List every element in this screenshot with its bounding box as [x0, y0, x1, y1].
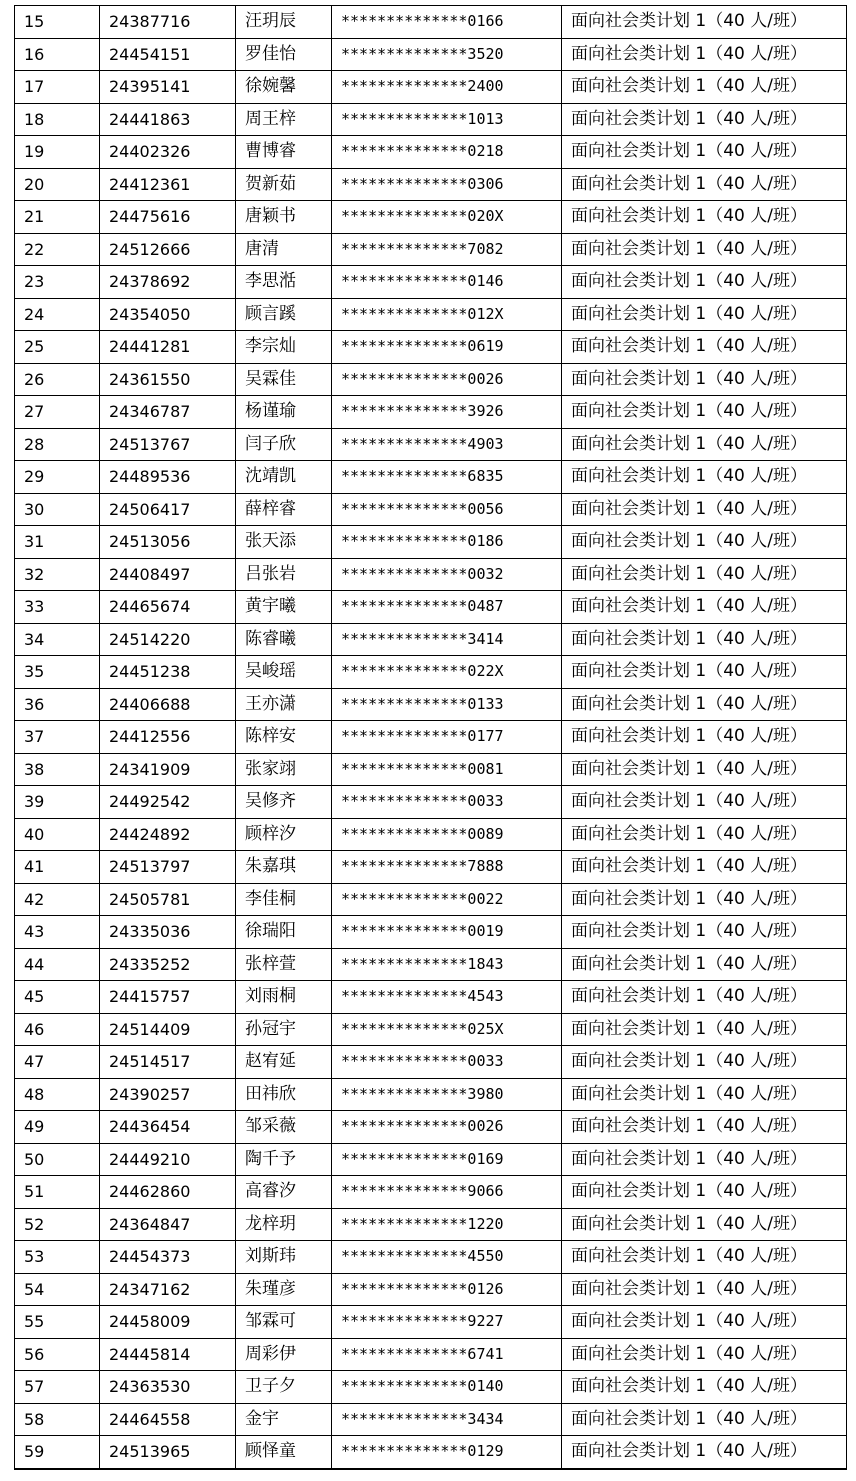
student-id: 24390257 — [100, 1078, 236, 1111]
student-id: 24424892 — [100, 818, 236, 851]
table-row — [15, 981, 847, 1014]
row-number: 51 — [15, 1176, 100, 1209]
masked-id-card: **************0186 — [332, 526, 562, 559]
student-name: 王亦潇 — [236, 688, 332, 721]
enrollment-plan: 面向社会类计划 1（40 人/班） — [562, 168, 847, 201]
masked-id-card: **************0218 — [332, 136, 562, 169]
masked-id-card: **************0126 — [332, 1273, 562, 1306]
enrollment-plan: 面向社会类计划 1（40 人/班） — [562, 753, 847, 786]
enrollment-plan: 面向社会类计划 1（40 人/班） — [562, 1208, 847, 1241]
masked-id-card: **************4903 — [332, 428, 562, 461]
enrollment-plan: 面向社会类计划 1（40 人/班） — [562, 1403, 847, 1436]
masked-id-card: **************0169 — [332, 1143, 562, 1176]
student-id: 24454151 — [100, 38, 236, 71]
student-id: 24445814 — [100, 1338, 236, 1371]
enrollment-plan: 面向社会类计划 1（40 人/班） — [562, 981, 847, 1014]
student-id: 24415757 — [100, 981, 236, 1014]
table-row — [15, 526, 847, 559]
student-name: 周王梓 — [236, 103, 332, 136]
masked-id-card: **************0146 — [332, 266, 562, 299]
student-name: 李佳桐 — [236, 883, 332, 916]
table-row — [15, 298, 847, 331]
masked-id-card: **************0033 — [332, 786, 562, 819]
row-number: 54 — [15, 1273, 100, 1306]
row-number: 38 — [15, 753, 100, 786]
student-id: 24462860 — [100, 1176, 236, 1209]
student-id: 24335252 — [100, 948, 236, 981]
student-id: 24492542 — [100, 786, 236, 819]
table-row — [15, 1403, 847, 1436]
masked-id-card: **************0166 — [332, 6, 562, 39]
student-name: 沈靖凯 — [236, 461, 332, 494]
student-id: 24335036 — [100, 916, 236, 949]
student-id: 24514409 — [100, 1013, 236, 1046]
table-row — [15, 201, 847, 234]
student-name: 杨谨瑜 — [236, 396, 332, 429]
student-name: 唐清 — [236, 233, 332, 266]
enrollment-plan: 面向社会类计划 1（40 人/班） — [562, 1306, 847, 1339]
row-number: 35 — [15, 656, 100, 689]
table-row — [15, 168, 847, 201]
masked-id-card: **************4543 — [332, 981, 562, 1014]
row-number: 15 — [15, 6, 100, 39]
student-name: 朱瑾彦 — [236, 1273, 332, 1306]
row-number: 24 — [15, 298, 100, 331]
roster-sheet — [14, 5, 846, 1470]
enrollment-plan: 面向社会类计划 1（40 人/班） — [562, 688, 847, 721]
student-id: 24512666 — [100, 233, 236, 266]
enrollment-plan: 面向社会类计划 1（40 人/班） — [562, 1371, 847, 1404]
row-number: 52 — [15, 1208, 100, 1241]
table-row — [15, 818, 847, 851]
masked-id-card: **************0306 — [332, 168, 562, 201]
table-row — [15, 233, 847, 266]
student-name: 孙冠宇 — [236, 1013, 332, 1046]
row-number: 22 — [15, 233, 100, 266]
enrollment-plan: 面向社会类计划 1（40 人/班） — [562, 1046, 847, 1079]
table-row — [15, 461, 847, 494]
student-name: 赵宥延 — [236, 1046, 332, 1079]
student-name: 顾梓汐 — [236, 818, 332, 851]
enrollment-plan: 面向社会类计划 1（40 人/班） — [562, 623, 847, 656]
table-row — [15, 103, 847, 136]
student-id: 24475616 — [100, 201, 236, 234]
row-number: 34 — [15, 623, 100, 656]
student-id: 24513965 — [100, 1436, 236, 1469]
row-number: 49 — [15, 1111, 100, 1144]
enrollment-plan: 面向社会类计划 1（40 人/班） — [562, 136, 847, 169]
enrollment-plan: 面向社会类计划 1（40 人/班） — [562, 201, 847, 234]
masked-id-card: **************9227 — [332, 1306, 562, 1339]
student-id: 24441863 — [100, 103, 236, 136]
enrollment-plan: 面向社会类计划 1（40 人/班） — [562, 298, 847, 331]
student-name: 李思湉 — [236, 266, 332, 299]
masked-id-card: **************0026 — [332, 363, 562, 396]
enrollment-plan: 面向社会类计划 1（40 人/班） — [562, 331, 847, 364]
table-row — [15, 6, 847, 39]
table-row — [15, 1371, 847, 1404]
masked-id-card: **************1220 — [332, 1208, 562, 1241]
masked-id-card: **************0140 — [332, 1371, 562, 1404]
table-row — [15, 1176, 847, 1209]
student-name: 李宗灿 — [236, 331, 332, 364]
student-id: 24513767 — [100, 428, 236, 461]
row-number: 58 — [15, 1403, 100, 1436]
masked-id-card: **************0133 — [332, 688, 562, 721]
table-row — [15, 1013, 847, 1046]
row-number: 23 — [15, 266, 100, 299]
masked-id-card: **************0033 — [332, 1046, 562, 1079]
student-id: 24402326 — [100, 136, 236, 169]
row-number: 53 — [15, 1241, 100, 1274]
row-number: 18 — [15, 103, 100, 136]
row-number: 57 — [15, 1371, 100, 1404]
row-number: 46 — [15, 1013, 100, 1046]
table-row — [15, 786, 847, 819]
student-name: 顾言蹊 — [236, 298, 332, 331]
table-row — [15, 1306, 847, 1339]
row-number: 50 — [15, 1143, 100, 1176]
student-id: 24412361 — [100, 168, 236, 201]
masked-id-card: **************0177 — [332, 721, 562, 754]
student-name: 贺新茹 — [236, 168, 332, 201]
masked-id-card: **************3980 — [332, 1078, 562, 1111]
row-number: 27 — [15, 396, 100, 429]
row-number: 59 — [15, 1436, 100, 1469]
student-id: 24346787 — [100, 396, 236, 429]
student-id: 24364847 — [100, 1208, 236, 1241]
student-name: 陶千予 — [236, 1143, 332, 1176]
student-name: 黄宇曦 — [236, 591, 332, 624]
student-id: 24378692 — [100, 266, 236, 299]
student-name: 汪玥辰 — [236, 6, 332, 39]
row-number: 26 — [15, 363, 100, 396]
enrollment-plan: 面向社会类计划 1（40 人/班） — [562, 948, 847, 981]
student-name: 张梓萱 — [236, 948, 332, 981]
masked-id-card: **************0056 — [332, 493, 562, 526]
student-name: 罗佳怡 — [236, 38, 332, 71]
enrollment-plan: 面向社会类计划 1（40 人/班） — [562, 1111, 847, 1144]
enrollment-plan: 面向社会类计划 1（40 人/班） — [562, 818, 847, 851]
table-row — [15, 948, 847, 981]
student-name: 高睿汐 — [236, 1176, 332, 1209]
masked-id-card: **************0032 — [332, 558, 562, 591]
student-name: 陈睿曦 — [236, 623, 332, 656]
table-row — [15, 266, 847, 299]
enrollment-plan: 面向社会类计划 1（40 人/班） — [562, 1143, 847, 1176]
row-number: 37 — [15, 721, 100, 754]
enrollment-plan: 面向社会类计划 1（40 人/班） — [562, 396, 847, 429]
student-name: 陈梓安 — [236, 721, 332, 754]
student-name: 邹采薇 — [236, 1111, 332, 1144]
student-id: 24514517 — [100, 1046, 236, 1079]
table-row — [15, 1078, 847, 1111]
table-row — [15, 1338, 847, 1371]
student-name: 闫子欣 — [236, 428, 332, 461]
row-number: 21 — [15, 201, 100, 234]
student-id: 24341909 — [100, 753, 236, 786]
table-row — [15, 136, 847, 169]
masked-id-card: **************1013 — [332, 103, 562, 136]
masked-id-card: **************0026 — [332, 1111, 562, 1144]
table-row — [15, 38, 847, 71]
roster-body — [15, 6, 847, 1469]
student-name: 龙梓玥 — [236, 1208, 332, 1241]
row-number: 36 — [15, 688, 100, 721]
row-number: 32 — [15, 558, 100, 591]
student-id: 24363530 — [100, 1371, 236, 1404]
enrollment-plan: 面向社会类计划 1（40 人/班） — [562, 6, 847, 39]
enrollment-plan: 面向社会类计划 1（40 人/班） — [562, 1013, 847, 1046]
student-name: 吴修齐 — [236, 786, 332, 819]
enrollment-plan: 面向社会类计划 1（40 人/班） — [562, 883, 847, 916]
row-number: 30 — [15, 493, 100, 526]
student-name: 张家翊 — [236, 753, 332, 786]
student-id: 24449210 — [100, 1143, 236, 1176]
enrollment-plan: 面向社会类计划 1（40 人/班） — [562, 851, 847, 884]
enrollment-plan: 面向社会类计划 1（40 人/班） — [562, 1436, 847, 1469]
masked-id-card: **************9066 — [332, 1176, 562, 1209]
masked-id-card: **************0022 — [332, 883, 562, 916]
enrollment-plan: 面向社会类计划 1（40 人/班） — [562, 721, 847, 754]
enrollment-plan: 面向社会类计划 1（40 人/班） — [562, 428, 847, 461]
table-row — [15, 1241, 847, 1274]
student-name: 吴霖佳 — [236, 363, 332, 396]
masked-id-card: **************0619 — [332, 331, 562, 364]
enrollment-plan: 面向社会类计划 1（40 人/班） — [562, 363, 847, 396]
masked-id-card: **************7888 — [332, 851, 562, 884]
student-id: 24514220 — [100, 623, 236, 656]
student-name: 顾怿童 — [236, 1436, 332, 1469]
student-id: 24354050 — [100, 298, 236, 331]
student-name: 刘雨桐 — [236, 981, 332, 1014]
enrollment-plan: 面向社会类计划 1（40 人/班） — [562, 1241, 847, 1274]
enrollment-plan: 面向社会类计划 1（40 人/班） — [562, 266, 847, 299]
table-row — [15, 721, 847, 754]
table-row — [15, 1111, 847, 1144]
student-name: 曹博睿 — [236, 136, 332, 169]
table-row — [15, 916, 847, 949]
student-name: 卫子夕 — [236, 1371, 332, 1404]
student-name: 田祎欣 — [236, 1078, 332, 1111]
student-id: 24347162 — [100, 1273, 236, 1306]
table-row — [15, 883, 847, 916]
table-row — [15, 1143, 847, 1176]
enrollment-plan: 面向社会类计划 1（40 人/班） — [562, 1338, 847, 1371]
student-name: 邹霖可 — [236, 1306, 332, 1339]
student-name: 徐婉馨 — [236, 71, 332, 104]
row-number: 44 — [15, 948, 100, 981]
student-name: 周彩伊 — [236, 1338, 332, 1371]
table-row — [15, 1208, 847, 1241]
student-id: 24395141 — [100, 71, 236, 104]
row-number: 31 — [15, 526, 100, 559]
table-row — [15, 428, 847, 461]
masked-id-card: **************3926 — [332, 396, 562, 429]
table-row — [15, 753, 847, 786]
row-number: 56 — [15, 1338, 100, 1371]
enrollment-plan: 面向社会类计划 1（40 人/班） — [562, 1273, 847, 1306]
table-row — [15, 591, 847, 624]
student-id: 24408497 — [100, 558, 236, 591]
student-id: 24436454 — [100, 1111, 236, 1144]
masked-id-card: **************0019 — [332, 916, 562, 949]
enrollment-plan: 面向社会类计划 1（40 人/班） — [562, 233, 847, 266]
enrollment-plan: 面向社会类计划 1（40 人/班） — [562, 1078, 847, 1111]
masked-id-card: **************0081 — [332, 753, 562, 786]
student-name: 薛梓睿 — [236, 493, 332, 526]
table-row — [15, 1436, 847, 1469]
student-name: 徐瑞阳 — [236, 916, 332, 949]
row-number: 33 — [15, 591, 100, 624]
masked-id-card: **************0487 — [332, 591, 562, 624]
enrollment-plan: 面向社会类计划 1（40 人/班） — [562, 526, 847, 559]
student-id: 24513056 — [100, 526, 236, 559]
masked-id-card: **************0129 — [332, 1436, 562, 1469]
student-id: 24464558 — [100, 1403, 236, 1436]
student-id: 24506417 — [100, 493, 236, 526]
row-number: 42 — [15, 883, 100, 916]
enrollment-plan: 面向社会类计划 1（40 人/班） — [562, 591, 847, 624]
enrollment-plan: 面向社会类计划 1（40 人/班） — [562, 558, 847, 591]
masked-id-card: **************3434 — [332, 1403, 562, 1436]
student-id: 24505781 — [100, 883, 236, 916]
row-number: 39 — [15, 786, 100, 819]
row-number: 48 — [15, 1078, 100, 1111]
enrollment-plan: 面向社会类计划 1（40 人/班） — [562, 461, 847, 494]
row-number: 47 — [15, 1046, 100, 1079]
table-row — [15, 1046, 847, 1079]
student-name: 吴峻瑶 — [236, 656, 332, 689]
row-number: 16 — [15, 38, 100, 71]
table-row — [15, 688, 847, 721]
student-id: 24465674 — [100, 591, 236, 624]
enrollment-plan: 面向社会类计划 1（40 人/班） — [562, 493, 847, 526]
student-name: 朱嘉琪 — [236, 851, 332, 884]
masked-id-card: **************1843 — [332, 948, 562, 981]
student-id: 24489536 — [100, 461, 236, 494]
masked-id-card: **************6835 — [332, 461, 562, 494]
row-number: 41 — [15, 851, 100, 884]
row-number: 20 — [15, 168, 100, 201]
table-row — [15, 331, 847, 364]
student-id: 24361550 — [100, 363, 236, 396]
masked-id-card: **************0089 — [332, 818, 562, 851]
enrollment-plan: 面向社会类计划 1（40 人/班） — [562, 103, 847, 136]
enrollment-plan: 面向社会类计划 1（40 人/班） — [562, 38, 847, 71]
masked-id-card: **************7082 — [332, 233, 562, 266]
row-number: 55 — [15, 1306, 100, 1339]
masked-id-card: **************022X — [332, 656, 562, 689]
student-name: 刘斯玮 — [236, 1241, 332, 1274]
student-name: 吕张岩 — [236, 558, 332, 591]
student-id: 24441281 — [100, 331, 236, 364]
row-number: 40 — [15, 818, 100, 851]
masked-id-card: **************2400 — [332, 71, 562, 104]
table-row — [15, 851, 847, 884]
row-number: 43 — [15, 916, 100, 949]
enrollment-plan: 面向社会类计划 1（40 人/班） — [562, 71, 847, 104]
student-name: 张天添 — [236, 526, 332, 559]
table-row — [15, 396, 847, 429]
masked-id-card: **************3520 — [332, 38, 562, 71]
masked-id-card: **************3414 — [332, 623, 562, 656]
student-id: 24387716 — [100, 6, 236, 39]
student-id: 24406688 — [100, 688, 236, 721]
row-number: 29 — [15, 461, 100, 494]
masked-id-card: **************4550 — [332, 1241, 562, 1274]
student-id: 24458009 — [100, 1306, 236, 1339]
masked-id-card: **************6741 — [332, 1338, 562, 1371]
table-row — [15, 623, 847, 656]
masked-id-card: **************020X — [332, 201, 562, 234]
row-number: 17 — [15, 71, 100, 104]
row-number: 25 — [15, 331, 100, 364]
enrollment-plan: 面向社会类计划 1（40 人/班） — [562, 786, 847, 819]
table-row — [15, 1273, 847, 1306]
student-name: 金宇 — [236, 1403, 332, 1436]
row-number: 45 — [15, 981, 100, 1014]
enrollment-plan: 面向社会类计划 1（40 人/班） — [562, 656, 847, 689]
table-row — [15, 656, 847, 689]
student-name: 唐颖书 — [236, 201, 332, 234]
masked-id-card: **************012X — [332, 298, 562, 331]
table-row — [15, 558, 847, 591]
table-row — [15, 71, 847, 104]
enrollment-plan: 面向社会类计划 1（40 人/班） — [562, 1176, 847, 1209]
roster-table — [14, 5, 847, 1470]
student-id: 24454373 — [100, 1241, 236, 1274]
student-id: 24451238 — [100, 656, 236, 689]
table-row — [15, 493, 847, 526]
student-id: 24412556 — [100, 721, 236, 754]
enrollment-plan: 面向社会类计划 1（40 人/班） — [562, 916, 847, 949]
row-number: 19 — [15, 136, 100, 169]
masked-id-card: **************025X — [332, 1013, 562, 1046]
row-number: 28 — [15, 428, 100, 461]
table-row — [15, 363, 847, 396]
student-id: 24513797 — [100, 851, 236, 884]
